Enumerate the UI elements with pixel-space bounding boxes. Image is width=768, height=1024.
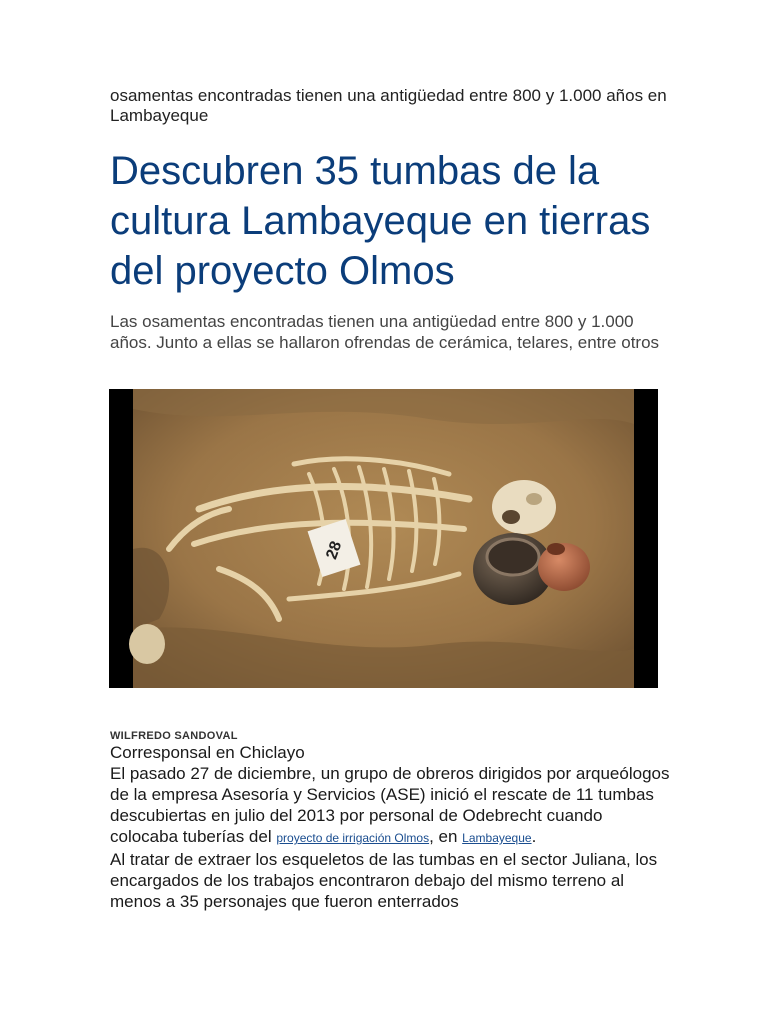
headline: Descubren 35 tumbas de la cultura Lambayeque en tierras del proyecto Olmos bbox=[110, 149, 651, 293]
paragraph-1-text-c: . bbox=[531, 827, 537, 846]
excavation-photo bbox=[109, 389, 658, 688]
paragraph-1 bbox=[110, 763, 670, 849]
article-body bbox=[110, 742, 670, 912]
link-proyecto-irrigacion-olmos[interactable]: proyecto de irrigación Olmos bbox=[276, 831, 430, 845]
author-byline: WILFREDO SANDOVAL bbox=[110, 730, 238, 742]
paragraph-1-text-b: , en bbox=[429, 827, 463, 846]
paragraph-2: Al tratar de extraer los esqueletos de las tumbas en el sector Juliana, los encargados de los trabajos encontraron debajo del mismo terreno al menos a 35 personajes que fueron enterrados bbox=[110, 850, 658, 911]
kicker-text: osamentas encontradas tienen una antigüedad entre 800 y 1.000 años en Lambayeque bbox=[110, 86, 667, 125]
author-role: Corresponsal en Chiclayo bbox=[110, 743, 305, 762]
skeleton-burial-image bbox=[109, 389, 658, 688]
link-lambayeque[interactable]: Lambayeque bbox=[462, 831, 532, 845]
paragraph-1-text-a: El pasado 27 de diciembre, un grupo de obreros dirigidos por arqueólogos de la empresa Asesoría y Servicios (ASE) inició el rescate de 11 tumbas descubiertas en julio del 2013 por personal de Odebrecht cuando colocaba tuberías del bbox=[110, 764, 670, 846]
photo-tag-label: 28 bbox=[323, 539, 346, 562]
lede-text: Las osamentas encontradas tienen una antigüedad entre 800 y 1.000 años. Junto a ellas se hallaron ofrendas de cerámica, telares, entre otros bbox=[110, 312, 660, 352]
